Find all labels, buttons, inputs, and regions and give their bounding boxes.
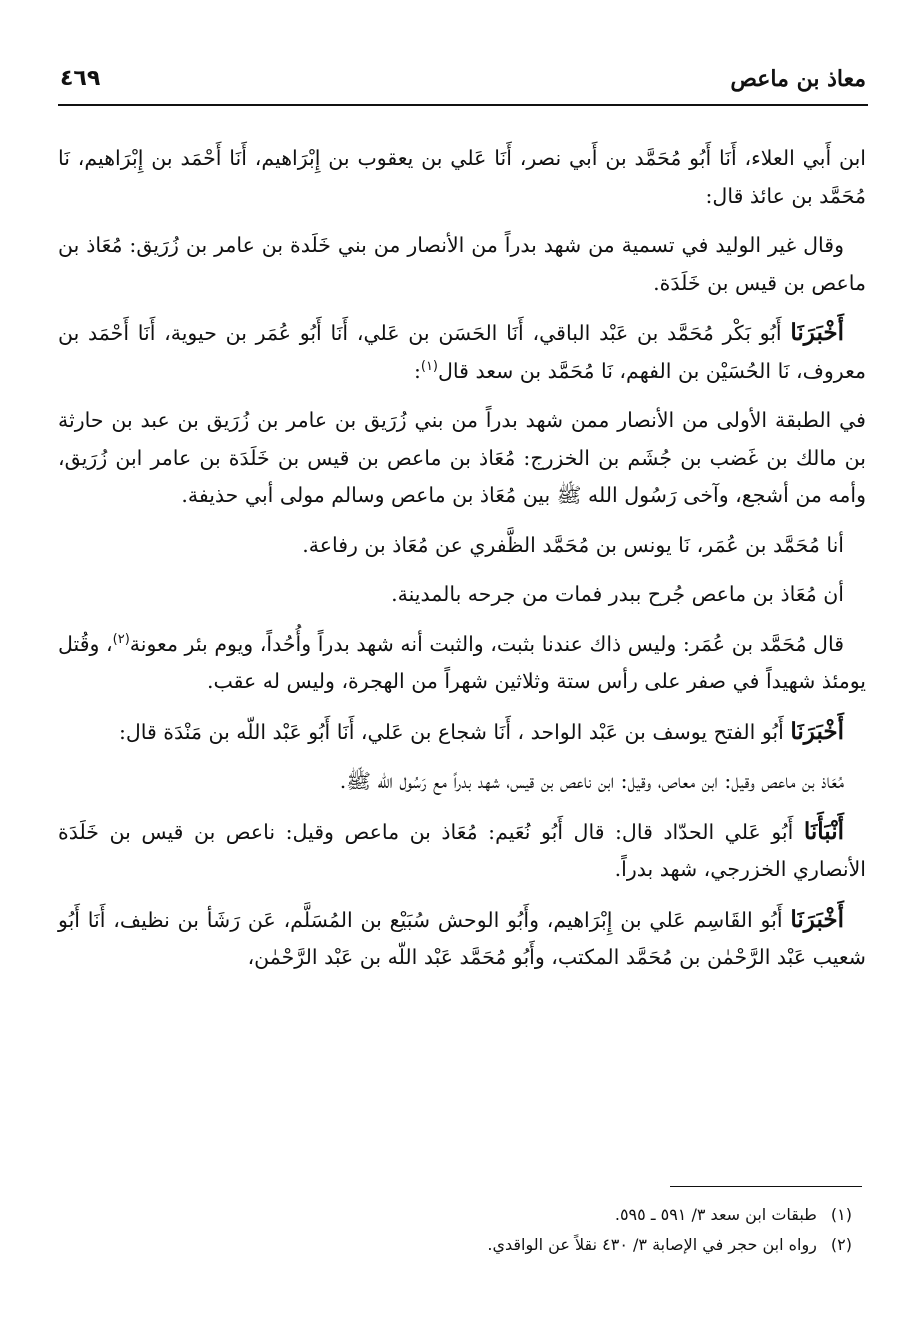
paragraph-text: في الطبقة الأولى من الأنصار ممن شهد بدراً من بني زُرَيق بن عامر بن زُرَيق بن عبد بن حارثة بن مالك بن غَضب بن جُشَم بن الخزرج: مُعَاذ بن ماعص بن قيس بن خَلَدَة بن عامر ابن زُرَيق، وأمه من أشجع، وآخى رَسُول الله ﷺ بين مُعَاذ بن ماعص وسالم مولى أبي حذيفة. [58,408,866,507]
paragraph-11 [58,901,866,977]
paragraph-9 [58,763,866,801]
paragraph-8 [58,713,866,752]
footnote-number: (١) [830,1205,852,1224]
footnotes [60,1200,852,1260]
paragraph-text: أَبُو عَلي الحدّاد قال: قال أَبُو نُعَيم: مُعَاذ بن ماعص وقيل: ناعص بن قيس بن خَلَدَة الأنصاري الخزرجي، شهد بدراً. [58,819,866,881]
narration-keyword: أَخْبَرَنَا [790,319,844,346]
narration-keyword: أَخْبَرَنَا [790,905,844,933]
running-header [60,66,866,98]
paragraph-1 [58,140,866,215]
paragraph-6 [58,576,866,614]
paragraph-text: أَبُو القَاسِم عَلي بن إِبْرَاهيم، وأَبُو الوحش سُبَيْع بن المُسَلَّم، عَن رَشَأ بن نظيف، أَنَا أَبُو شعيب عَبْد الرَّحْمٰن بن مُحَمَّد المكتب، وأَبُو مُحَمَّد عَبْد اللّه بن عَبْد الرَّحْمٰن، [58,907,866,969]
paragraph-text: ابن أَبي العلاء، أَنَا أَبُو مُحَمَّد بن أَبي نصر، أَنَا عَلي بن يعقوب بن إِبْرَاهيم، أَنَا أَحْمَد بن إِبْرَاهيم، نَا مُحَمَّد بن عائذ قال: [58,146,866,208]
paragraph-text: أن مُعَاذ بن ماعص جُرح ببدر فمات من جرحه بالمدينة. [391,582,844,606]
paragraph-tail: : [413,358,421,383]
paragraph-text: مُعَاذ بن ماعص وقيل: ابن معاص، وقيل: ابن ناعص بن قيس، شهد بدراً مع رَسُول الله ﷺ. [339,769,844,793]
footnote-text: رواه ابن حجر في الإصابة ٣/ ٤٣٠ نقلاً عن الواقدي. [487,1235,817,1254]
footnote-ref-2: (٢) [112,631,130,647]
footnote-1 [60,1200,852,1230]
footnote-text: طبقات ابن سعد ٣/ ٥٩١ ـ ٥٩٥. [614,1205,817,1224]
paragraph-10 [58,813,866,889]
footnote-rule [670,1186,862,1187]
paragraph-5 [58,527,866,565]
footnote-number: (٢) [830,1235,852,1254]
paragraph-text: أَبُو بَكْر مُحَمَّد بن عَبْد الباقي، أَنَا الحَسَن بن عَلي، أَنَا أَبُو عُمَر بن حيوية، أَنَا أَحْمَد بن معروف، نَا الحُسَيْن بن الفهم، نَا مُحَمَّد بن سعد قال [58,321,866,383]
paragraph-text: وقال غير الوليد في تسمية من شهد بدراً من الأنصار من بني خَلَدة بن عامر بن زُرَيق: مُعَاذ بن ماعص بن قيس بن خَلَدَة. [58,233,866,295]
footnote-ref-1: (١) [420,358,438,374]
page-number: ٤٦٩ [60,66,101,91]
paragraph-text: أنا مُحَمَّد بن عُمَر، نَا يونس بن مُحَمَّد الظَّفري عن مُعَاذ بن رفاعة. [302,532,844,557]
header-rule [58,104,868,106]
paragraph-4 [58,402,866,515]
paragraph-text: أَبُو الفتح يوسف بن عَبْد الواحد ، أَنَا شجاع بن عَلي، أَنَا أَبُو عَبْد اللّه بن مَنْدَة قال: [118,719,791,744]
narration-keyword: أَخْبَرَنَا [790,717,844,745]
paragraph-7 [58,626,866,701]
paragraph-tail: ، وقُتل يومئذ شهيداً في صفر على رأس ستة وثلاثين شهراً من الهجرة، وليس له عقب. [58,631,866,693]
paragraph-2 [58,227,866,302]
narration-keyword: أَنْبَأَنَا [803,817,844,845]
footnote-2 [60,1230,852,1260]
paragraph-text: قال مُحَمَّد بن عُمَر: وليس ذاك عندنا بثبت، والثبت أنه شهد بدراً وأُحُداً، ويوم بئر معونة [129,631,844,656]
paragraph-3 [58,314,866,390]
running-title: معاذ بن ماعص [730,66,866,92]
body-text [58,140,866,989]
